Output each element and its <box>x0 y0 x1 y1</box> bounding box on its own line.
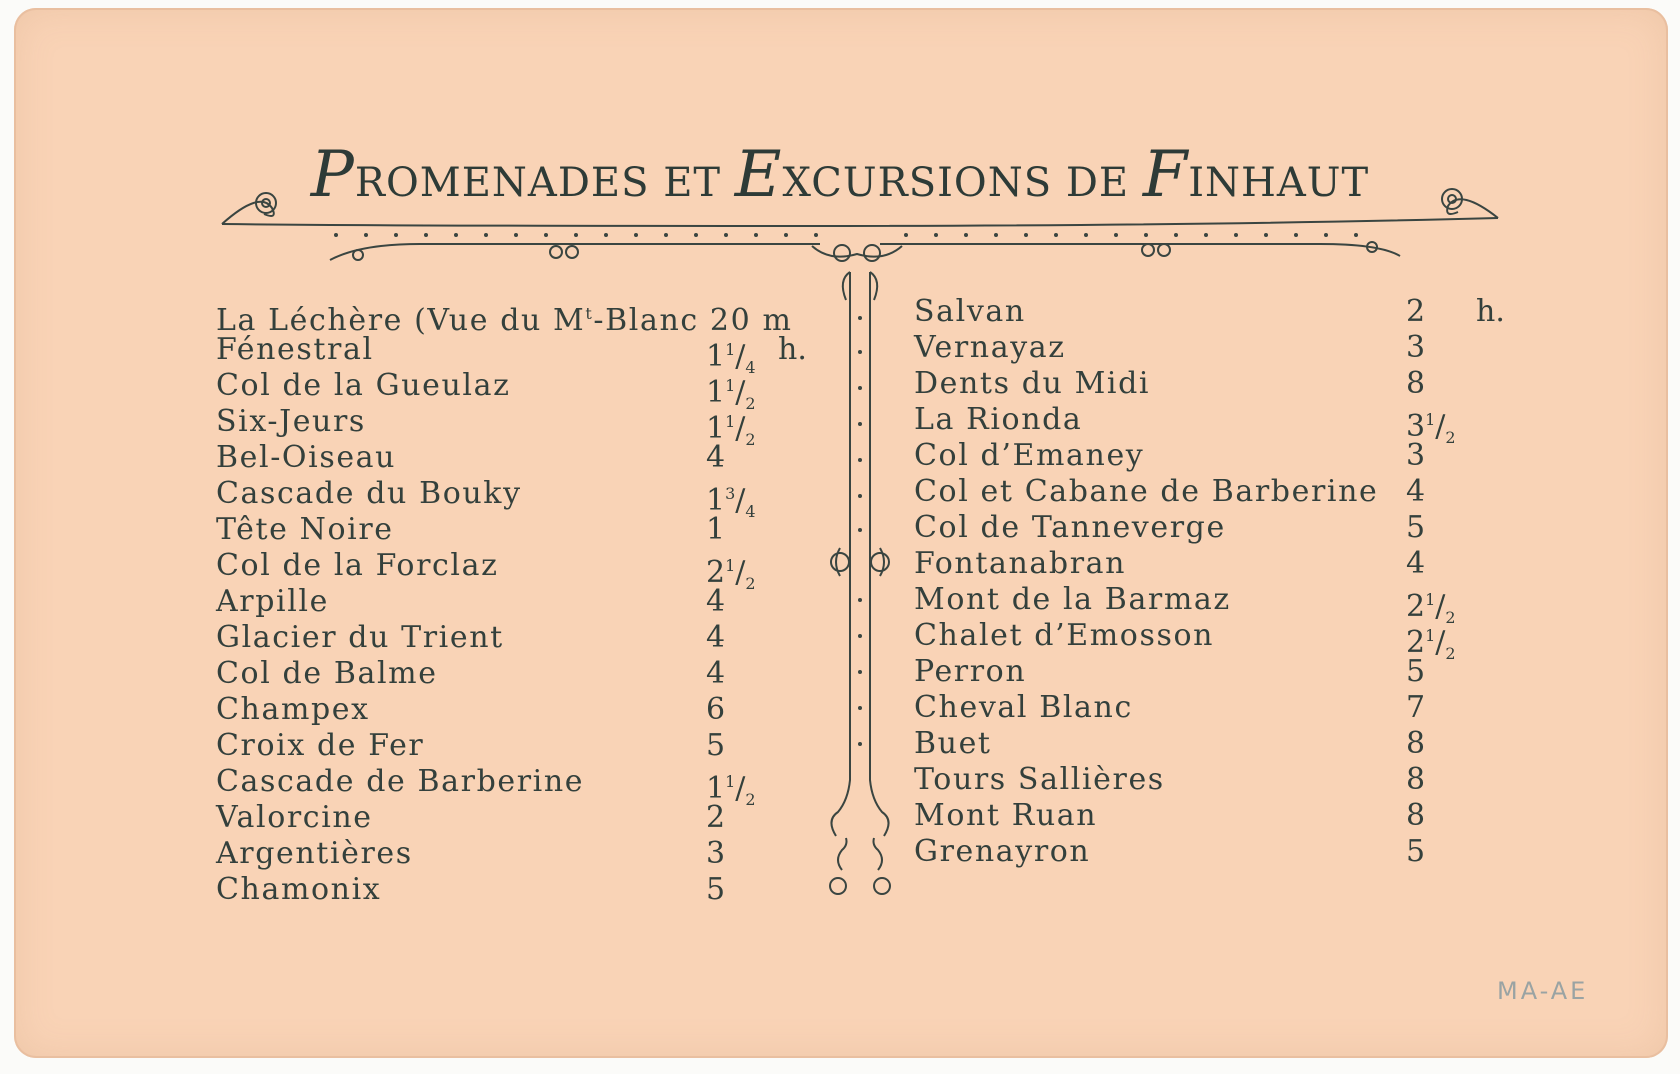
destination-name <box>216 800 373 836</box>
destination-text: Col d’Emaney <box>914 438 1145 473</box>
destination-text: Col de Tanneverge <box>914 510 1226 545</box>
destination-name <box>216 728 424 764</box>
destination-name <box>216 404 366 440</box>
destination-name <box>216 656 438 692</box>
destination-text: Vernayaz <box>914 330 1066 365</box>
duration-whole: 5 <box>1406 834 1426 869</box>
duration-whole: 1 <box>706 375 726 410</box>
duration-whole: 6 <box>706 692 726 727</box>
duration-whole: 4 <box>706 584 726 619</box>
duration-hours <box>1406 294 1425 330</box>
destination-tail: -Blanc 20 m <box>593 303 793 338</box>
duration-hours <box>1406 510 1425 546</box>
duration-hours <box>706 692 725 728</box>
duration-whole: 5 <box>706 872 726 907</box>
destination-text: Grenayron <box>914 834 1091 869</box>
duration-whole: 3 <box>1406 438 1426 473</box>
duration-hours <box>1406 438 1425 474</box>
duration-whole: 3 <box>1406 409 1426 444</box>
destination-name <box>914 762 1165 798</box>
duration-whole: 8 <box>1406 762 1426 797</box>
duration-numerator: 1 <box>1425 590 1436 609</box>
title-initial-f: F <box>1142 138 1189 212</box>
destination-text: Col de la Gueulaz <box>216 368 511 403</box>
destination-name <box>216 764 584 800</box>
destination-name <box>914 438 1144 474</box>
duration-hours <box>706 836 725 872</box>
destination-text: Valorcine <box>216 800 373 835</box>
destination-name <box>914 366 1150 402</box>
duration-denominator: 2 <box>745 790 756 809</box>
destination-text: Tête Noire <box>216 512 394 547</box>
duration-whole: 2 <box>706 555 726 590</box>
duration-numerator: 1 <box>725 412 736 431</box>
destination-text: La Rionda <box>914 402 1083 437</box>
archive-stamp: MA-AE <box>1497 977 1589 1005</box>
duration-whole: 1 <box>706 339 726 374</box>
duration-whole: 2 <box>1406 294 1426 329</box>
duration-whole: 7 <box>1406 690 1426 725</box>
destination-name <box>914 330 1066 366</box>
duration-whole: 2 <box>1406 589 1426 624</box>
destination-name <box>216 692 370 728</box>
destination-name <box>914 582 1231 618</box>
duration-hours <box>1406 834 1425 870</box>
destination-text: Bel-Oiseau <box>216 440 397 475</box>
destination-text: Chalet d’Emosson <box>914 618 1215 653</box>
title-part-1: ROMENADES ET <box>354 160 735 206</box>
destination-text: Tours Sallières <box>914 762 1165 797</box>
destination-name <box>216 368 511 404</box>
destination-name <box>216 584 329 620</box>
duration-hours <box>706 620 725 656</box>
duration-hours <box>1406 330 1425 366</box>
duration-hours <box>706 800 725 836</box>
duration-whole: 4 <box>706 620 726 655</box>
title-underline <box>222 218 1498 226</box>
destination-name <box>914 294 1026 330</box>
duration-whole: 4 <box>706 440 726 475</box>
destination-name <box>216 872 381 908</box>
title-part-3: INHAUT <box>1188 160 1370 206</box>
page-title <box>0 138 1680 212</box>
destination-text: Dents du Midi <box>914 366 1151 401</box>
duration-hours <box>706 728 725 764</box>
duration-denominator: 2 <box>1445 608 1456 627</box>
destination-text: Fontanabran <box>914 546 1127 581</box>
duration-hours <box>706 656 725 692</box>
destination-text: Arpille <box>216 584 329 619</box>
duration-whole: 4 <box>706 656 726 691</box>
destination-text: Cascade de Barberine <box>216 764 585 799</box>
fraction-slash: / <box>735 483 746 518</box>
duration-whole: 8 <box>1406 366 1426 401</box>
fraction-slash: / <box>1435 409 1446 444</box>
duration-denominator: 2 <box>1445 428 1456 447</box>
duration-whole: 2 <box>706 800 726 835</box>
duration-numerator: 3 <box>725 484 736 503</box>
fraction-slash: / <box>1435 589 1446 624</box>
fraction-slash: / <box>1435 625 1446 660</box>
destination-superscript: t <box>585 304 594 323</box>
destination-name <box>914 726 992 762</box>
duration-hours <box>706 512 725 548</box>
title-initial-p: P <box>310 138 355 212</box>
duration-numerator: 1 <box>725 772 736 791</box>
duration-hours <box>1406 690 1425 726</box>
destination-name <box>216 476 522 512</box>
destination-name <box>914 654 1026 690</box>
duration-denominator: 4 <box>745 502 756 521</box>
destination-name <box>914 546 1126 582</box>
destination-text: Champex <box>216 692 370 727</box>
fraction-slash: / <box>735 771 746 806</box>
destination-text: Fénestral <box>216 332 374 367</box>
destination-text: Mont de la Barmaz <box>914 582 1231 617</box>
duration-whole: 5 <box>1406 510 1426 545</box>
fraction-slash: / <box>735 339 746 374</box>
destination-text: Croix de Fer <box>216 728 425 763</box>
destination-text: Salvan <box>914 294 1026 329</box>
duration-whole: 5 <box>706 728 726 763</box>
duration-whole: 1 <box>706 512 726 547</box>
destination-name <box>914 834 1090 870</box>
duration-denominator: 2 <box>745 394 756 413</box>
duration-unit: h. <box>778 332 807 367</box>
destination-text: Glacier du Trient <box>216 620 504 655</box>
destination-text: Cascade du Bouky <box>216 476 522 511</box>
title-initial-e: E <box>734 138 783 212</box>
duration-numerator: 1 <box>725 376 736 395</box>
fraction-slash: / <box>735 411 746 446</box>
title-part-2: XCURSIONS DE <box>782 160 1143 206</box>
duration-whole: 3 <box>706 836 726 871</box>
duration-numerator: 1 <box>725 556 736 575</box>
destination-text: Mont Ruan <box>914 798 1098 833</box>
duration-denominator: 2 <box>1445 644 1456 663</box>
duration-whole: 2 <box>1406 625 1426 660</box>
fraction-slash: / <box>735 555 746 590</box>
duration-whole: 8 <box>1406 798 1426 833</box>
duration-denominator: 2 <box>745 430 756 449</box>
duration-hours <box>1406 474 1425 510</box>
duration-numerator: 1 <box>725 340 736 359</box>
destination-name <box>914 690 1133 726</box>
duration-hours <box>706 584 725 620</box>
duration-hours <box>1406 654 1425 690</box>
destination-name <box>914 510 1226 546</box>
duration-whole: 5 <box>1406 654 1426 689</box>
destination-name <box>914 474 1378 510</box>
destination-text: Col de Balme <box>216 656 438 691</box>
destination-name <box>216 620 504 656</box>
duration-whole: 1 <box>706 411 726 446</box>
duration-numerator: 1 <box>1425 410 1436 429</box>
duration-denominator: 4 <box>745 358 756 377</box>
destination-name <box>216 836 413 872</box>
destination-text: Col et Cabane de Barberine <box>914 474 1379 509</box>
destination-text: Cheval Blanc <box>914 690 1133 725</box>
duration-whole: 1 <box>706 483 726 518</box>
destination-text: Six-Jeurs <box>216 404 366 439</box>
destination-name <box>216 332 374 368</box>
duration-whole: 8 <box>1406 726 1426 761</box>
destination-name <box>216 512 394 548</box>
duration-hours <box>706 872 725 908</box>
destination-name <box>216 440 396 476</box>
duration-whole: 1 <box>706 771 726 806</box>
duration-hours <box>1406 366 1425 402</box>
duration-whole: 3 <box>1406 330 1426 365</box>
duration-denominator: 2 <box>745 574 756 593</box>
duration-whole: 4 <box>1406 546 1426 581</box>
duration-hours <box>1406 762 1425 798</box>
duration-hours <box>1406 546 1425 582</box>
destination-text: Argentières <box>216 836 413 871</box>
destination-text: Buet <box>914 726 992 761</box>
duration-unit: h. <box>1476 294 1505 329</box>
destination-name <box>914 798 1097 834</box>
destination-name <box>914 402 1082 438</box>
destination-text: La Léchère (Vue du M <box>216 303 586 338</box>
duration-numerator: 1 <box>1425 626 1436 645</box>
duration-hours <box>1406 726 1425 762</box>
destination-text: Perron <box>914 654 1027 689</box>
destination-name <box>914 618 1214 654</box>
duration-hours <box>706 440 725 476</box>
fraction-slash: / <box>735 375 746 410</box>
destination-text: Col de la Forclaz <box>216 548 499 583</box>
duration-hours <box>1406 798 1425 834</box>
destination-name <box>216 548 499 584</box>
destination-text: Chamonix <box>216 872 382 907</box>
duration-whole: 4 <box>1406 474 1426 509</box>
